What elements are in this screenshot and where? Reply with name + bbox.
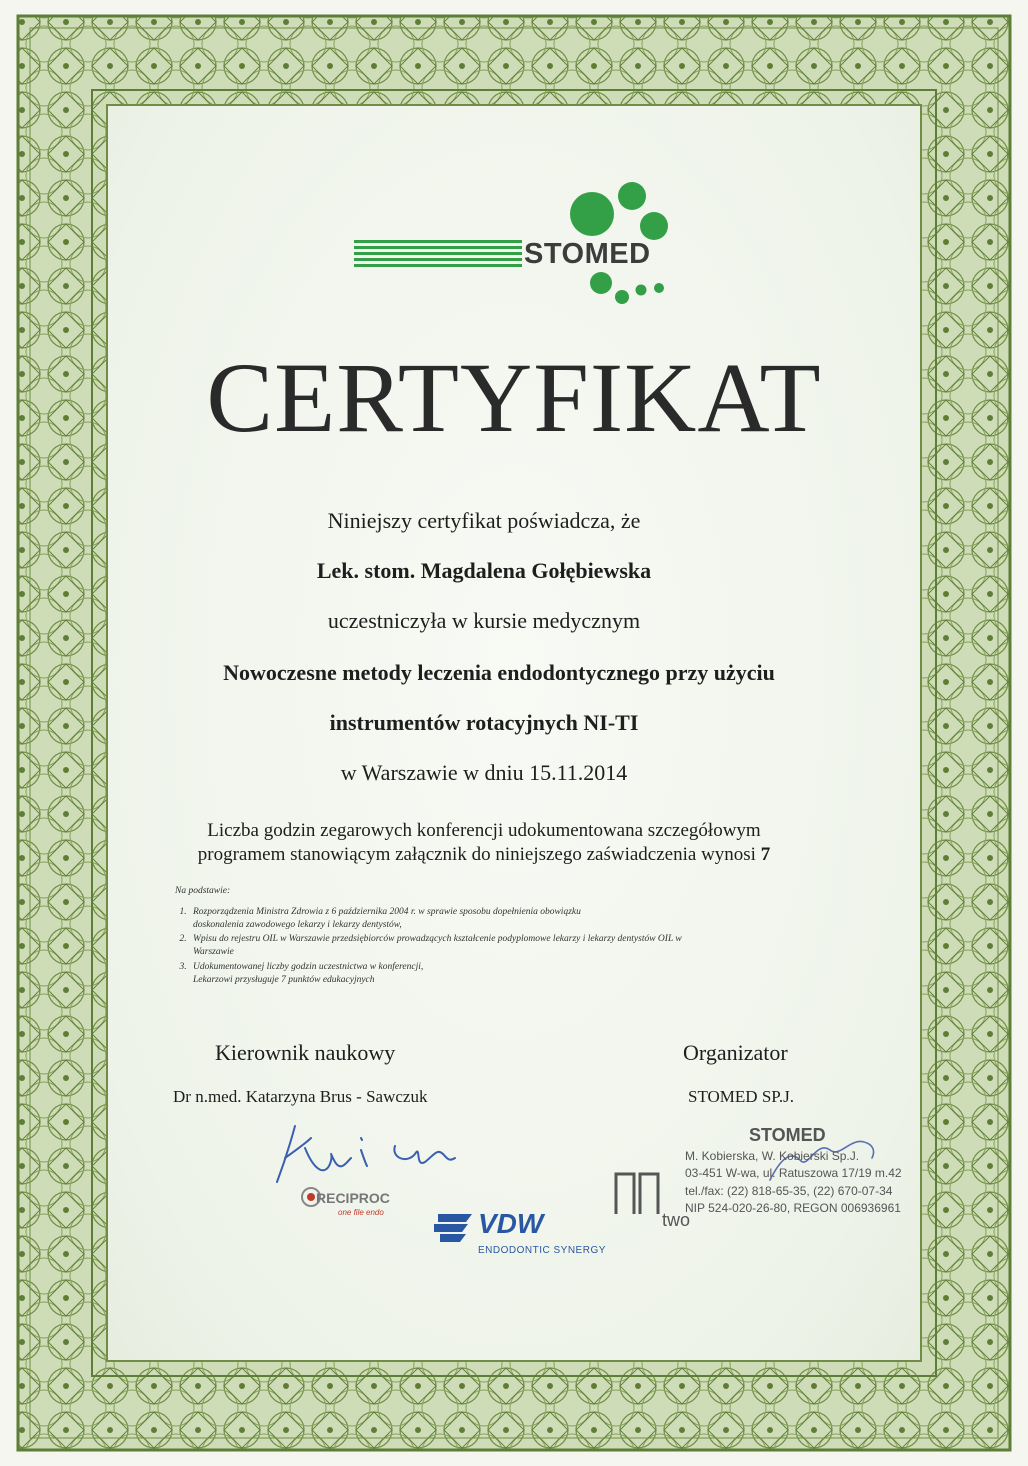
organizer-name: STOMED SP.J. [688, 1087, 794, 1106]
place-date: w Warszawie w dniu 15.11.2014 [340, 760, 628, 785]
legal-basis [175, 885, 875, 989]
stamp-line: M. Kobierska, W. Kobierski Sp.J. [685, 1149, 860, 1164]
course-title-line1: Nowoczesne metody leczenia endodontycznego przy użyciu [223, 660, 775, 685]
recipient-name: Lek. stom. Magdalena Gołębiewska [316, 558, 652, 583]
stamp-title: STOMED [749, 1125, 826, 1145]
list-item-line: doskonalenia zawodowego lekarzy i lekarzy dentystów, [193, 919, 402, 930]
list-item-line: Warszawie [193, 947, 234, 958]
vdw-logo-icon [432, 1210, 476, 1244]
stamp-line: NIP 524-020-26-80, REGON 006936961 [685, 1201, 901, 1216]
list-item [189, 933, 875, 959]
scientific-lead-label: Kierownik naukowy [215, 1040, 396, 1065]
scientific-lead-name: Dr n.med. Katarzyna Brus - Sawczuk [173, 1087, 428, 1106]
reciproc-logo-text: RECIPROC [316, 1190, 390, 1206]
vdw-tagline: ENDODONTIC SYNERGY [478, 1245, 606, 1256]
handwritten-signature [265, 1118, 475, 1188]
hours-value: 7 [760, 844, 771, 865]
hours-line1: Liczba godzin zegarowych konferencji udokumentowana szczegółowym [207, 820, 761, 841]
mtwo-logo-icon [612, 1168, 664, 1218]
course-title-line2: instrumentów rotacyjnych NI-TI [329, 710, 639, 735]
stamp-line: tel./fax: (22) 818-65-35, (22) 670-07-34 [685, 1183, 893, 1198]
vdw-logo-text: VDW [478, 1208, 544, 1239]
list-item-line: Rozporządzenia Ministra Zdrowia z 6 października 2004 r. w sprawie sposobu dopełnienia obowiązku [193, 906, 581, 917]
participation-text: uczestniczyła w kursie medycznym [327, 608, 641, 633]
legal-basis-heading: Na podstawie: [175, 886, 231, 896]
reciproc-tagline: one file endo [338, 1208, 384, 1217]
organizer-label: Organizator [683, 1040, 788, 1065]
intro-text: Niniejszy certyfikat poświadcza, że [327, 508, 641, 533]
company-stamp [685, 1122, 945, 1218]
certificate-title: CERTYFIKAT [206, 342, 822, 453]
hours-line2-text: programem stanowiącym załącznik do niniejszego zaświadczenia wynosi [197, 844, 756, 865]
list-item [189, 906, 875, 932]
stamp-line: 03-451 W-wa, ul. Ratuszowa 17/19 m.42 [685, 1166, 902, 1181]
legal-basis-list [175, 906, 875, 987]
list-item-line: Lekarzowi przysługuje 7 punktów edukacyjnych [193, 974, 375, 985]
list-item-line: Udokumentowanej liczby godzin uczestnictwa w konferencji, [193, 962, 424, 973]
hours-line2 [0, 844, 998, 866]
list-item [189, 961, 875, 987]
mtwo-logo-text: two [662, 1210, 691, 1230]
list-item-line: Wpisu do rejestru OIL w Warszawie przedsiębiorców prowadzących kształcenie podyplomowe lekarzy i lekarzy dentystów OIL w [193, 934, 682, 945]
stomed-logo-text: STOMED [524, 238, 651, 270]
